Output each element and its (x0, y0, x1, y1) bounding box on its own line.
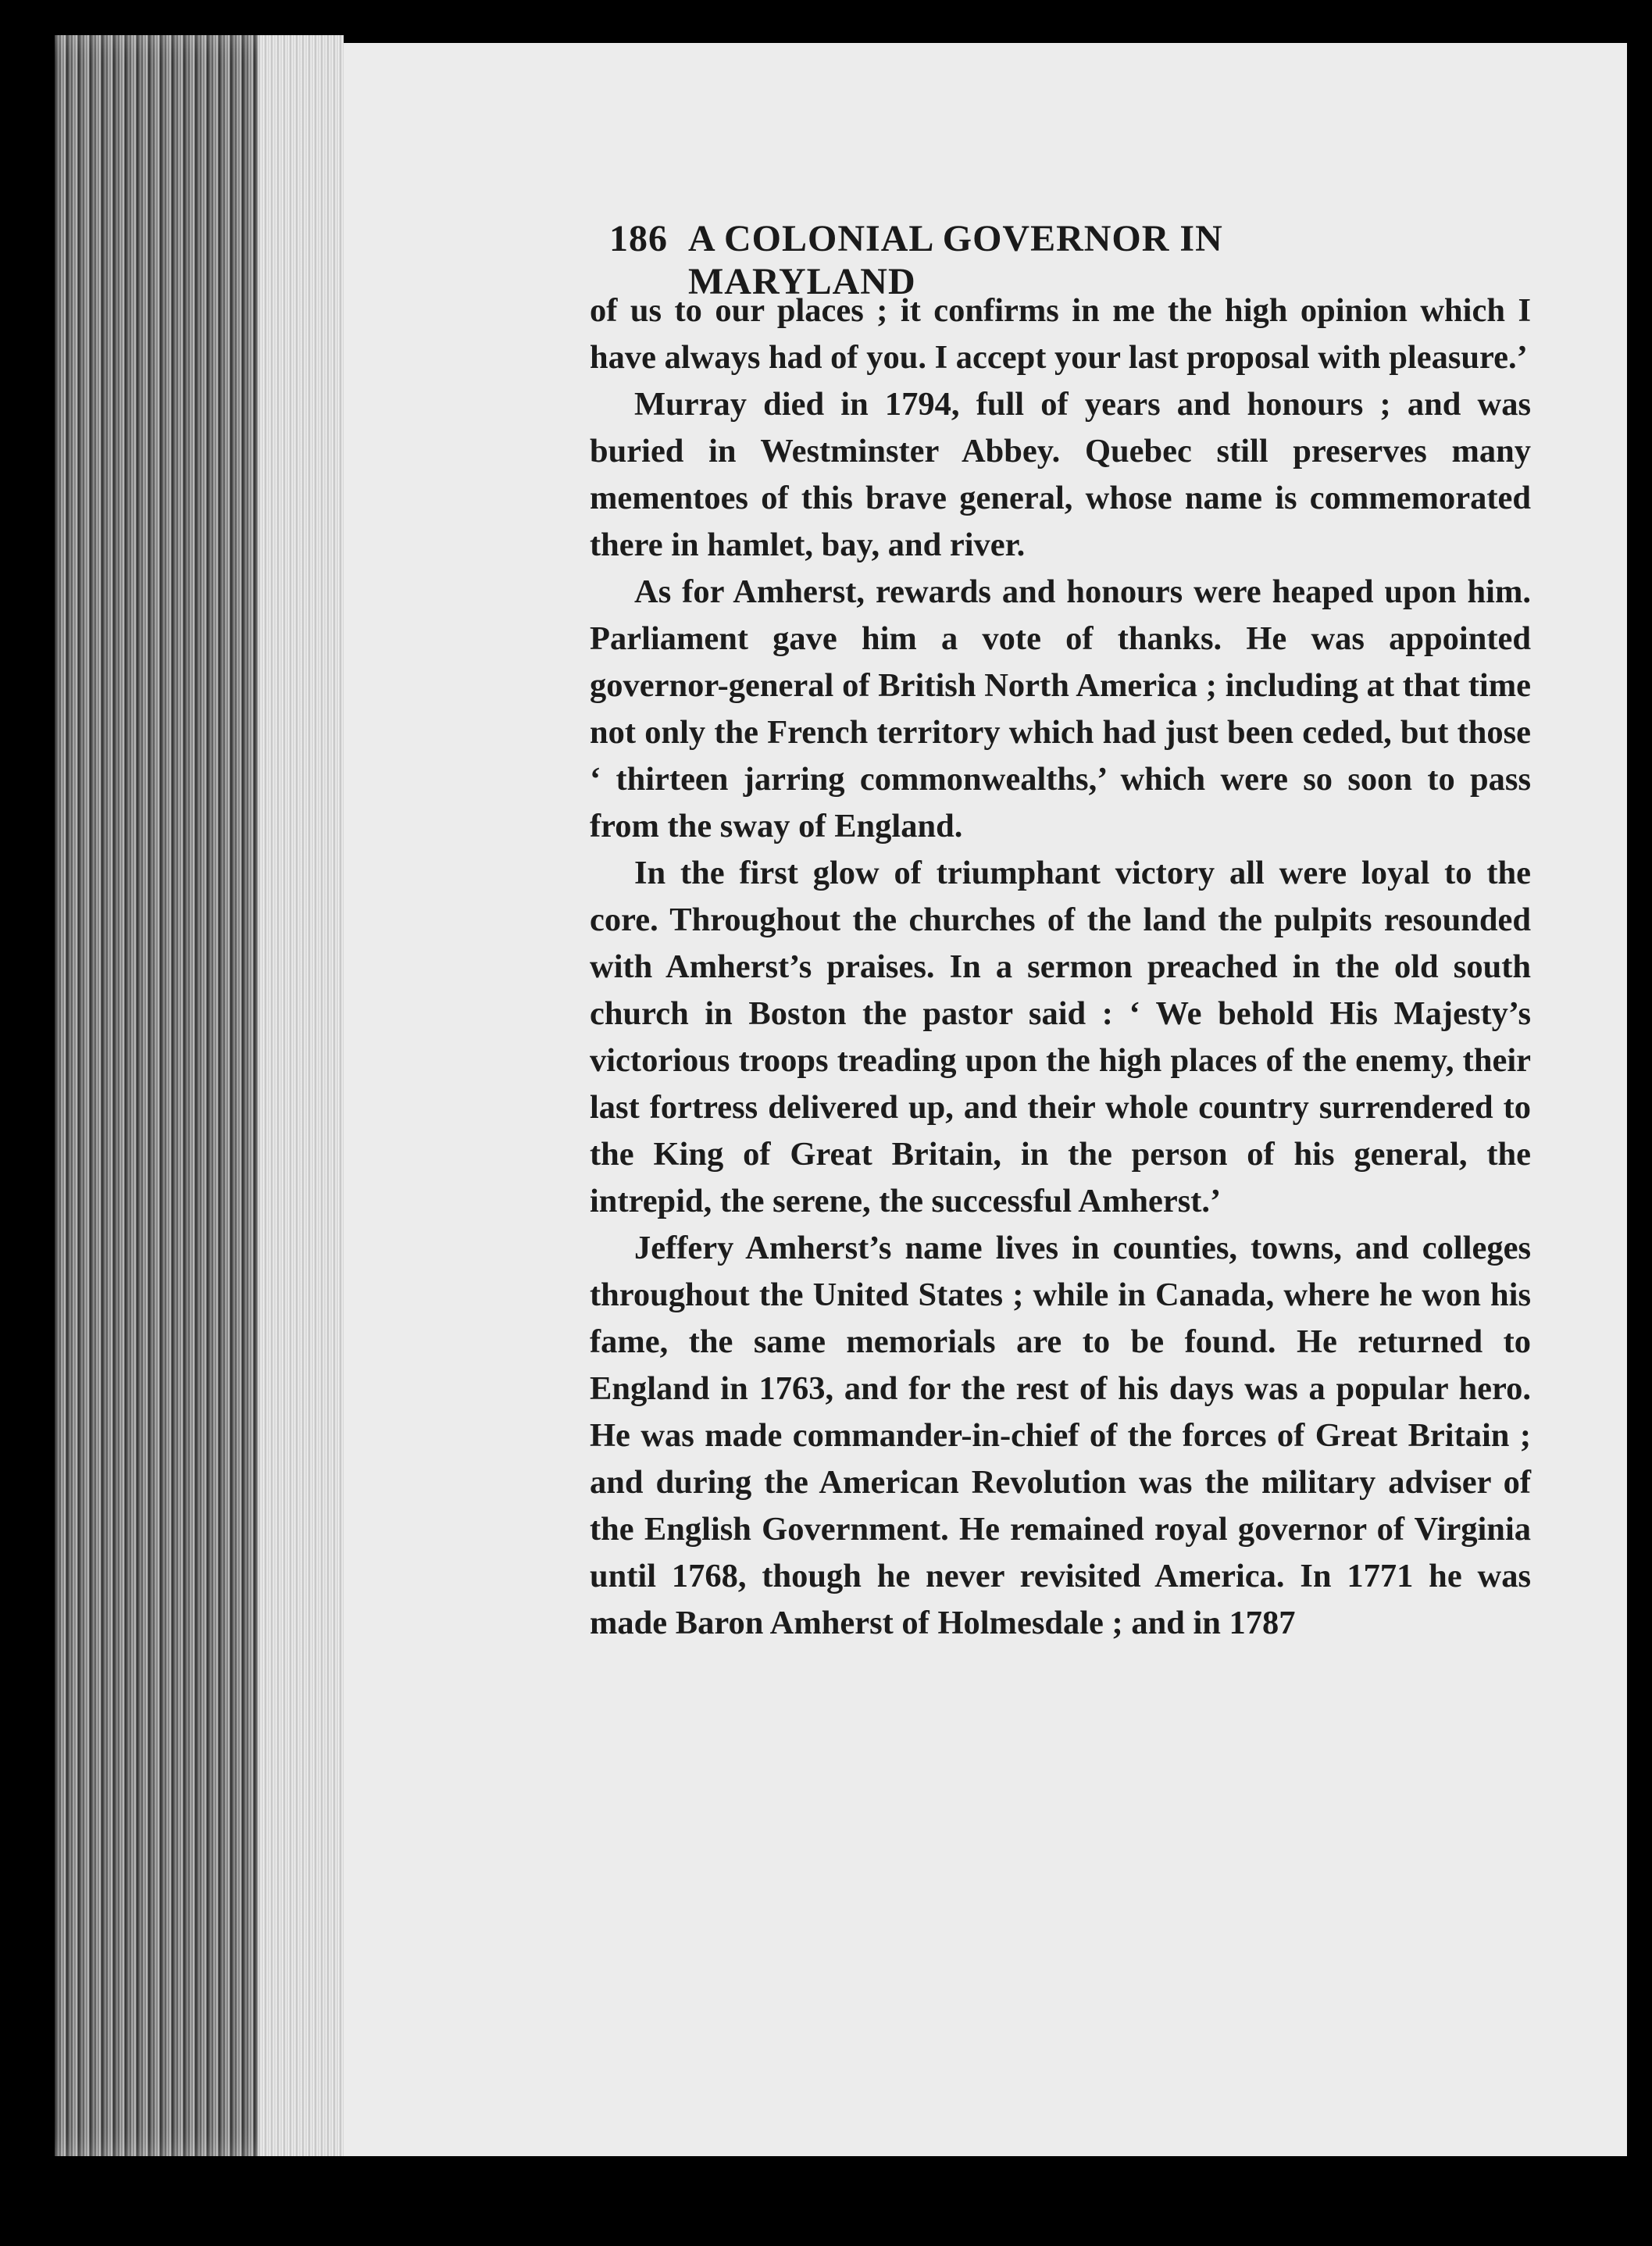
running-title: A COLONIAL GOVERNOR IN MARYLAND (688, 218, 1223, 302)
paragraph-1: of us to our places ; it confirms in me the high opinion which I have always had of you. I accept your last proposal with pleasure.’ (590, 292, 1531, 376)
page-number: 186 (609, 218, 668, 259)
paragraph-2: Murray died in 1794, full of years and honours ; and was buried in Westminster Abbey. Quebec still preserves many mementoes of this brave general, whose name is commemorated there in hamlet, bay, and river. (590, 386, 1531, 563)
paragraph-4: In the first glow of triumphant victory all were loyal to the core. Throughout the churches of the land the pulpits resounded with Amherst’s praises. In a sermon preached in the old south church in Boston the pastor said : ‘ We behold His Majesty’s victorious troops treading upon the high places of the enemy, their last fortress delivered up, and their whole country surrendered to the King of Great Britain, in the person of his general, the intrepid, the serene, the successful Amherst.’ (590, 855, 1531, 1219)
body-text (590, 287, 1531, 1647)
paragraph-5: Jeffery Amherst’s name lives in counties, towns, and colleges throughout the United States ; while in Canada, where he won his fame, the same memorials are to be found. He returned to England in 1763, and for the rest of his days was a popular hero. He was made commander-in-chief of the forces of Great Britain ; and during the American Revolution was the military adviser of the English Government. He remained royal governor of Virginia until 1768, though he never revisited America. In 1771 he was made Baron Amherst of Holmesdale ; and in 1787 (590, 1230, 1531, 1641)
book-page-edges-light (258, 35, 344, 2156)
paragraph-3: As for Amherst, rewards and honours were heaped upon him. Parliament gave him a vote of thanks. He was appointed governor-general of British North America ; including at that time not only the French territory which had just been ceded, but those ‘ thirteen jarring commonwealths,’ which were so soon to pass from the sway of England. (590, 573, 1531, 844)
